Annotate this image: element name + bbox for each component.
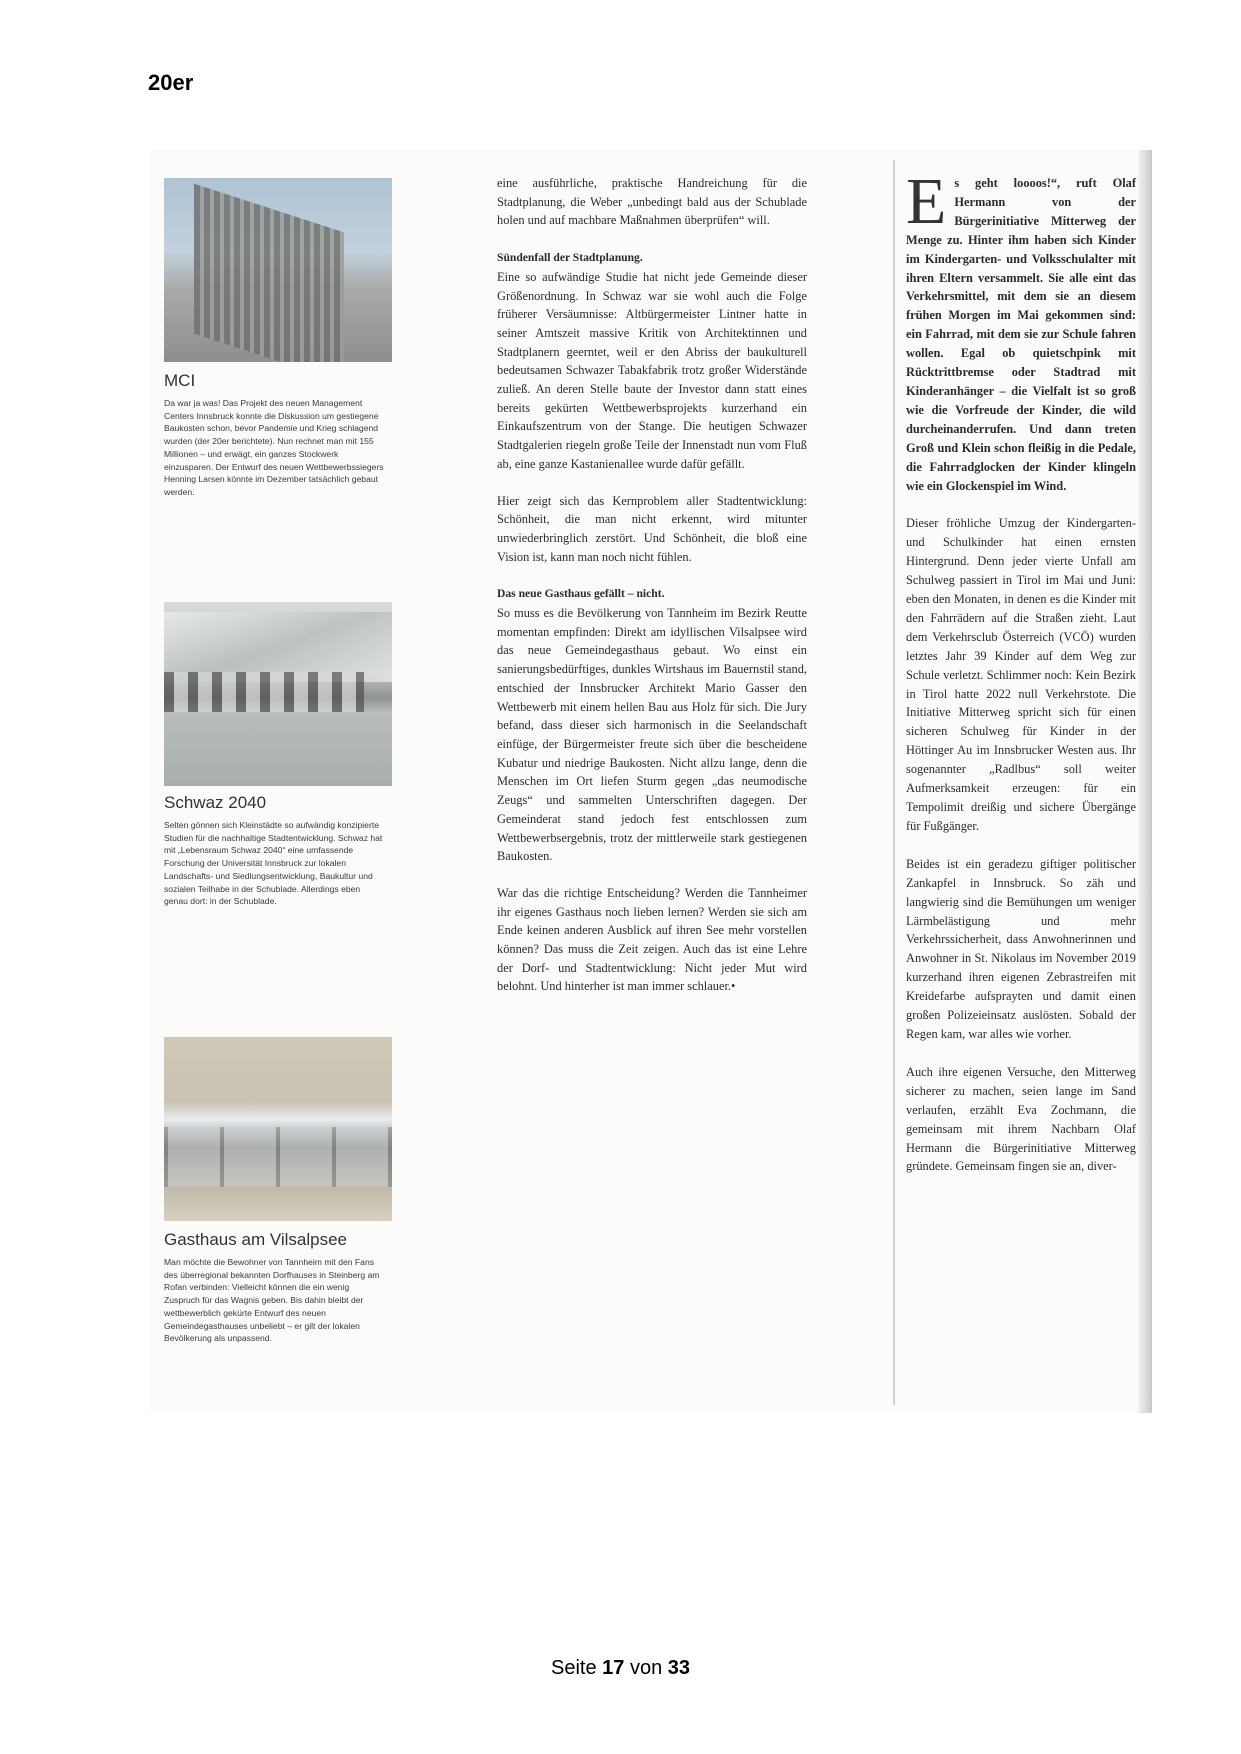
- office-building-shape: [194, 184, 344, 362]
- window-frames-shape: [164, 1127, 392, 1187]
- scanned-magazine-page: [150, 150, 1152, 1413]
- caption-title-gasthaus: Gasthaus am Vilsalpsee: [164, 1230, 348, 1249]
- caption-body-mci: Da war ja was! Das Projekt des neuen Management Centers Innsbruck konnte die Diskussion um gestiegene Baukosten schon, bevor Pandemie und Krieg schlagend wurden (der 20er berichtete). Nun rechnet man mit 155 Millionen – und erwägt, ein ganzes Stockwerk einzusparen. Der Entwurf des neuen Wettbewerbssiegers Henning Larsen könnte im Dezember tatsächlich gebaut werden.: [164, 398, 384, 497]
- total-pages-number: 33: [667, 1657, 691, 1679]
- article-paragraph: [497, 492, 807, 567]
- article-middle-column: [497, 174, 807, 1014]
- article-right-column: [906, 165, 1136, 1195]
- article-paragraph: [497, 584, 807, 866]
- article-paragraph: Beides ist ein geradezu giftiger politischer Zankapfel in Innsbruck. So zäh und langwierig sind die Bemühungen um weniger Lärmbelästigung und mehr Verkehrssicherheit, dass Anwohnerinnen und Anwohner in St. Nikolaus im November 2019 kurzerhand ihren eigenen Zebrastreifen mit Kreidefarbe aufsprayten und damit einen großen Polizeieinsatz auslösten. Sobald der Regen kam, war alles wie vorher.: [906, 856, 1136, 1041]
- end-of-article-mark: •: [731, 979, 736, 994]
- lead-text: s geht loooos!“, ruft Olaf Hermann von der Bürgerinitiative Mitterweg der Menge zu. Hinter ihm haben sich Kinder im Kindergarten- und Volksschulalter mit ihren Eltern versammelt. Sie alle eint das Verkehrsmittel, mit dem sie an diesem frühen Morgen im Mai gekommen sind: ein Fahrrad, mit dem sie zur Schule fahren wollen. Egal ob quietschpink mit Rücktrittbremse oder Stadtrad mit Kinderanhänger – die Vielfalt ist so groß wie die Vorfreude der Kinder, die wild durcheinanderrufen. Und dann treten Groß und Klein schon fleißig in die Pedale, die Fahrradglocken der Kinder klingeln wie ein Glockenspiel im Wind.: [906, 176, 1136, 493]
- footer-separator: von: [629, 1657, 663, 1679]
- page-fold-shadow: [1138, 150, 1152, 1413]
- lead-paragraph: [906, 165, 1136, 495]
- town-lake-photo: [164, 602, 392, 786]
- page-number-footer: [0, 1657, 1241, 1680]
- section-subhead: Das neue Gasthaus gefällt – nicht.: [497, 587, 665, 601]
- caption-title-mci: MCI: [164, 371, 196, 390]
- article-paragraph: [497, 884, 807, 996]
- article-paragraph: Dieser fröhliche Umzug der Kindergarten- und Schulkinder hat einen ernsten Hintergrund. Denn jeder vierte Unfall am Schulweg passiert in Tirol im Mai und Juni: eben den Monaten, in denen es die Kinder mit den Fahrrädern auf die Straßen zieht. Laut dem Verkehrsclub Österreich (VCÖ) wurden letztes Jahr 39 Kinder auf dem Weg zur Schule verletzt. Schlimmer noch: Kein Bezirk in Tirol hatte 2022 null Verkehrstote. Die Initiative Mitterweg spricht sich für einen sicheren Schulweg für Kinder in der Höttinger Au im Innsbrucker Westen aus. Ihr sogenannter „Radlbus“ soll weiter Aufmerksamkeit erzeugen: für ein Tempolimit dreißig und sichere Übergänge für Fußgänger.: [906, 516, 1136, 833]
- paragraph-text: eine ausführliche, praktische Handreichung für die Stadtplanung, die Weber „unbedingt bald aus der Schublade holen und auf machbare Maßnahmen überprüfen“ will.: [497, 176, 807, 228]
- building-photo: [164, 178, 392, 362]
- paragraph-text: So muss es die Bevölkerung von Tannheim im Bezirk Reutte momentan empfinden: Direkt am idyllischen Vilsalpsee wird das neue Gemeindegasthaus gebaut. Wo einst ein sanierungsbedürftiges, dunkles Wirtshaus im Bauernstil stand, entschied der Innsbrucker Architekt Mario Gasser den Wettbewerb mit einem hellen Bau aus Holz für sich. Die Jury befand, dass dieser sich harmonisch in die Seelandschaft einfüge, der Bürgermeister freute sich über die bescheidene Kubatur und niedrige Baukosten. Nicht allzu lange, denn die Menschen im Ort liefen Sturm gegen „das neumodische Zeugs“ und sammelten Unterschriften dagegen. Der Gemeinderat stand jedoch fest entschlossen zum Wettbewerbsergebnis, trotz der mittlerweile stark gestiegenen Baukosten.: [497, 606, 807, 864]
- caption-title-schwaz: Schwaz 2040: [164, 793, 267, 812]
- restaurant-interior-photo: [164, 1037, 392, 1221]
- paragraph-text: Hier zeigt sich das Kernproblem aller Stadtentwicklung: Schönheit, die man nicht erkennt, wird mitunter unwiederbringlich zerstört. Und Schönheit, die bloß eine Vision ist, kann man noch nicht fühlen.: [497, 493, 807, 564]
- section-subhead: Sündenfall der Stadtplanung.: [497, 251, 643, 265]
- caption-body-schwaz: Selten gönnen sich Kleinstädte so aufwändig konzipierte Studien für die nachhaltige Stadtentwicklung. Schwaz hat mit „Lebensraum Schwaz 2040“ eine umfassende Forschung der Universität Innsbruck zur lokalen Landschafts- und Siedlungsentwicklung, Baukultur und sozialen Teilhabe in der Schublade. Allerdings eben genau dort: in der Schublade.: [164, 820, 383, 907]
- article-paragraph: [497, 174, 807, 230]
- document-header-title: 20er: [148, 70, 194, 95]
- footer-prefix: Seite: [550, 1657, 597, 1679]
- caption-body-gasthaus: Man möchte die Bewohner von Tannheim mit den Fans des überregional bekannten Dorfhauses in Steinberg am Rofan verbinden: Vielleicht können die ein wenig Zuspruch für das Wagnis geben. Bis dahin bleibt der wettbewerblich gekürte Entwurf des neuen Gemeindegasthauses unbeliebt – er gilt der lokalen Bevölkerung als unpassend.: [164, 1257, 380, 1344]
- current-page-number: 17: [602, 1657, 625, 1679]
- drop-cap: E: [906, 165, 947, 238]
- article-paragraph: [497, 248, 807, 473]
- houses-shape: [164, 672, 364, 712]
- paragraph-text: War das die richtige Entscheidung? Werden die Tannheimer ihr eigenes Gasthaus noch lieben lernen? Werden sie sich am Ende keinen anderen Ausblick auf ihren See mehr vorstellen können? Das muss die Zeit zeigen. Auch das ist eine Lehre der Dorf- und Stadtentwicklung: Nicht jeder Mut wird belohnt. Und hinterher ist man immer schlauer.: [497, 885, 807, 994]
- article-paragraph: Auch ihre eigenen Versuche, den Mitterweg sicherer zu machen, seien lange im Sand verlaufen, erzählt Eva Zochmann, die gemeinsam mit ihrem Nachbarn Olaf Hermann die Bürgerinitiative Mitterweg gründete. Gemeinsam fingen sie an, diver-: [906, 1064, 1136, 1174]
- paragraph-text: Eine so aufwändige Studie hat nicht jede Gemeinde dieser Größenordnung. In Schwaz war sie wohl auch die Folge früherer Versäumnisse: Altbürgermeister Lintner hatte in seiner Amtszeit massive Kritik von Architektinnen und Stadtplanern geerntet, weil er den Abriss der baukulturell bedeutsamen Schwazer Tabakfabrik trotz großer Widerstände zuließ. An deren Stelle baute der Investor dann statt eines bereits gekürten Wettbewerbsprojekts kurzerhand ein Einkaufszentrum von der Stange. Die heutigen Schwazer Stadtgalerien riegeln große Teile der Innenstadt nun vom Fluß ab, eine ganze Kastanienallee wurde dafür gefällt.: [497, 269, 807, 471]
- column-divider-rule: [893, 160, 895, 1405]
